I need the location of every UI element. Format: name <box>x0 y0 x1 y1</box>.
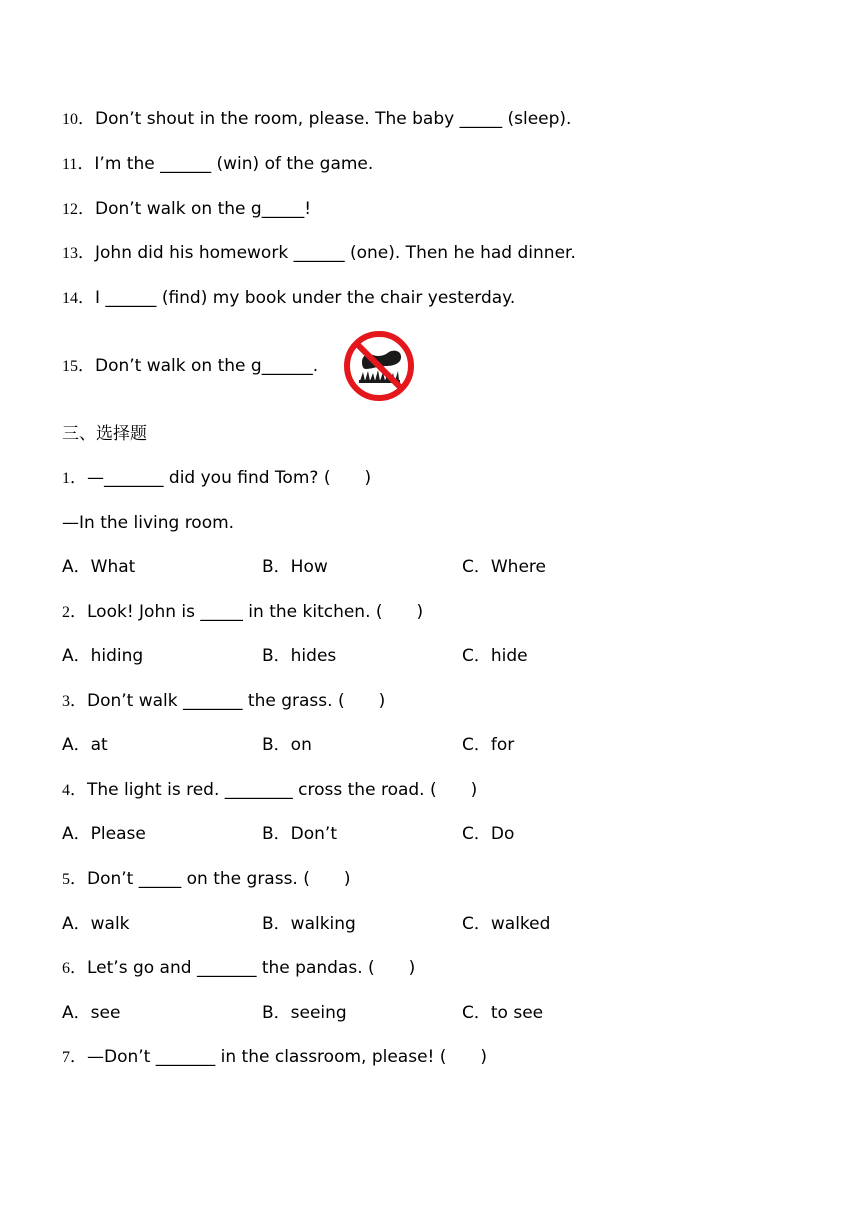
choice-question-3 <box>62 690 385 713</box>
question-text: ．Don’t shout in the room, please. The baby _____ (sleep). <box>78 109 572 129</box>
question-text: ．Don’t walk on the g_____! <box>78 199 312 219</box>
choice-question-4 <box>62 779 477 802</box>
question-number: 4 <box>62 782 70 799</box>
question-number: 10 <box>62 111 78 128</box>
question-13 <box>62 242 576 265</box>
option-b[interactable]: B．on <box>262 735 312 755</box>
choice-question-6 <box>62 957 415 980</box>
question-text: ．Don’t walk on the g______. <box>78 356 319 376</box>
option-a[interactable]: A．What <box>62 557 136 577</box>
question-text: ．Don’t _____ on the grass. ( ) <box>70 869 351 889</box>
option-c[interactable]: C．hide <box>462 646 528 666</box>
question-text: ．Let’s go and _______ the pandas. ( ) <box>70 958 416 978</box>
option-a[interactable]: A．Please <box>62 824 146 844</box>
question-text: ．—Don’t _______ in the classroom, please! ( ) <box>70 1047 488 1067</box>
choice-question-1-answer-line: —In the living room. <box>62 513 235 533</box>
question-text: ．—_______ did you find Tom? ( ) <box>70 468 372 488</box>
option-b[interactable]: B．seeing <box>262 1003 347 1023</box>
choice-question-2 <box>62 601 423 624</box>
option-b[interactable]: B．How <box>262 557 328 577</box>
option-c[interactable]: C．for <box>462 735 515 755</box>
question-number: 11 <box>62 156 78 173</box>
question-number: 3 <box>62 693 70 710</box>
option-a[interactable]: A．at <box>62 735 108 755</box>
question-number: 12 <box>62 201 78 218</box>
question-11 <box>62 153 373 176</box>
question-text: ．The light is red. ________ cross the road. ( ) <box>70 780 478 800</box>
question-text: ．John did his homework ______ (one). Then he had dinner. <box>78 243 576 263</box>
question-text: ．I’m the ______ (win) of the game. <box>77 154 374 174</box>
option-a[interactable]: A．hiding <box>62 646 144 666</box>
question-number: 2 <box>62 604 70 621</box>
question-14 <box>62 287 515 310</box>
question-number: 1 <box>62 470 70 487</box>
question-15 <box>62 355 318 378</box>
question-12 <box>62 198 311 221</box>
no-walking-on-grass-icon <box>342 329 416 403</box>
option-c[interactable]: C．Where <box>462 557 546 577</box>
question-number: 14 <box>62 290 78 307</box>
option-a[interactable]: A．walk <box>62 914 130 934</box>
question-10 <box>62 108 571 131</box>
question-number: 6 <box>62 960 70 977</box>
choice-question-7 <box>62 1046 487 1069</box>
option-c[interactable]: C．to see <box>462 1003 544 1023</box>
question-text: ．Don’t walk _______ the grass. ( ) <box>70 691 386 711</box>
choice-question-1 <box>62 467 371 490</box>
question-text: ．I ______ (find) my book under the chair yesterday. <box>78 288 516 308</box>
option-c[interactable]: C．walked <box>462 914 551 934</box>
section-title: 三、选择题 <box>62 424 147 444</box>
question-text: ．Look! John is _____ in the kitchen. ( ) <box>70 602 424 622</box>
question-number: 7 <box>62 1049 70 1066</box>
option-b[interactable]: B．walking <box>262 914 356 934</box>
option-a[interactable]: A．see <box>62 1003 121 1023</box>
option-c[interactable]: C．Do <box>462 824 515 844</box>
question-number: 15 <box>62 358 78 375</box>
question-number: 13 <box>62 245 78 262</box>
choice-question-5 <box>62 868 351 891</box>
question-number: 5 <box>62 871 70 888</box>
option-b[interactable]: B．Don’t <box>262 824 337 844</box>
option-b[interactable]: B．hides <box>262 646 337 666</box>
